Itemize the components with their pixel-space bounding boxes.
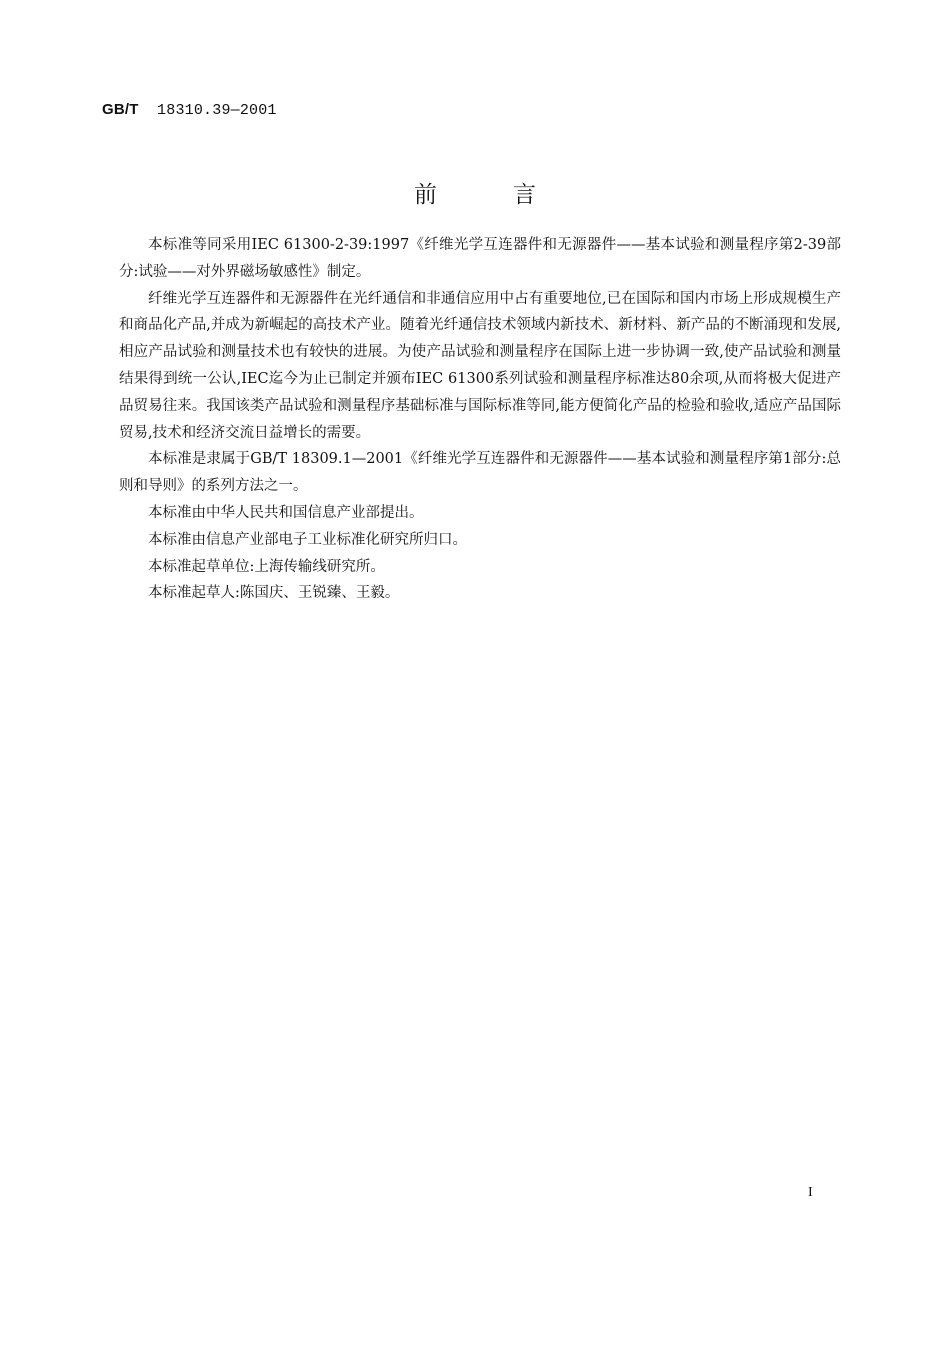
foreword-paragraph: 本标准是隶属于GB/T 18309.1—2001《纤维光学互连器件和无源器件——基本试验和测量程序第1部分:总则和导则》的系列方法之一。 <box>119 451 841 495</box>
foreword-body <box>119 232 841 607</box>
foreword-paragraph: 本标准起草单位:上海传输线研究所。 <box>148 558 385 575</box>
document-code <box>102 101 277 119</box>
document-code-prefix: GB/T <box>102 101 139 118</box>
foreword-paragraph: 本标准由中华人民共和国信息产业部提出。 <box>148 504 424 521</box>
title-char-1: 前 <box>414 182 437 208</box>
document-code-number: 18310.39—2001 <box>157 102 277 119</box>
foreword-paragraph: 纤维光学互连器件和无源器件在光纤通信和非通信应用中占有重要地位,已在国际和国内市场上形成规模生产和商品化产品,并成为新崛起的高技术产业。随着光纤通信技术领域内新技术、新材料、新产品的不断涌现和发展,相应产品试验和测量技术也有较快的进展。为使产品试验和测量程序在国际上进一步协调一致,使产品试验和测量结果得到统一公认,IEC迄今为止已制定并颁布IEC 61300系列试验和测量程序标准达80余项,从而将极大促进产品贸易往来。我国该类产品试验和测量程序基础标准与国际标准等同,能方便简化产品的检验和验收,适应产品国际贸易,技术和经济交流日益增长的需要。 <box>119 290 841 441</box>
foreword-paragraph: 本标准由信息产业部电子工业标准化研究所归口。 <box>148 531 467 548</box>
foreword-paragraph: 本标准起草人:陈国庆、王锐臻、王毅。 <box>148 585 400 602</box>
foreword-paragraph: 本标准等同采用IEC 61300-2-39:1997《纤维光学互连器件和无源器件——基本试验和测量程序第2-39部分:试验——对外界磁场敏感性》制定。 <box>119 237 841 280</box>
page-number: I <box>808 1185 813 1200</box>
title-char-2: 言 <box>513 182 536 208</box>
page-title <box>0 176 950 209</box>
